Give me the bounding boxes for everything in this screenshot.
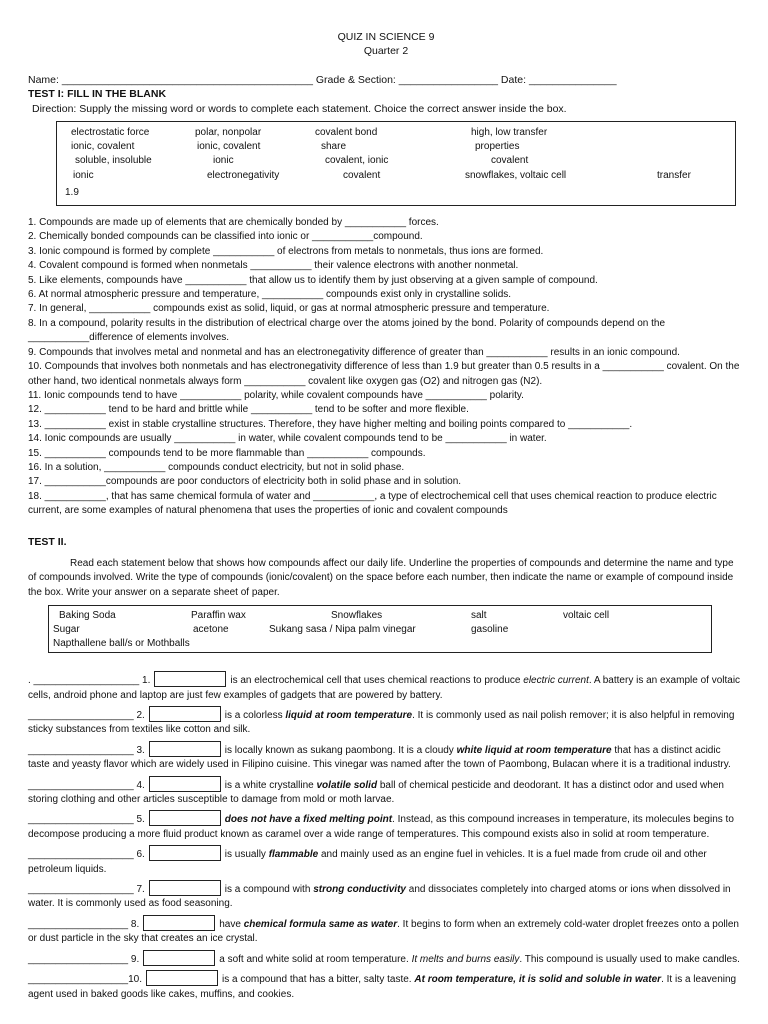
choice: ionic: [213, 155, 234, 167]
test1-item: 1. Compounds are made up of elements that are chemically bonded by ___________ forces.: [28, 217, 439, 229]
test1-item: 6. At normal atmospheric pressure and temperature, ___________ compounds exist only in crystalline solids.: [28, 289, 512, 301]
answer-box[interactable]: [154, 671, 226, 687]
choice: electronegativity: [207, 170, 280, 182]
answer-box[interactable]: [146, 970, 218, 986]
test2-heading: TEST II.: [28, 535, 67, 548]
test1-item: 4. Covalent compound is formed when nonmetals ___________ their valence electrons with another nonmetal.: [28, 260, 519, 272]
choice: covalent: [491, 155, 529, 167]
test1-item: 13. ___________ exist in stable crystalline structures. Therefore, they have higher melting and boiling points compared to ___________.: [28, 418, 633, 430]
answer-box[interactable]: [149, 810, 221, 826]
choice: electrostatic force: [71, 127, 150, 139]
choice: salt: [471, 610, 487, 622]
choice: polar, nonpolar: [195, 127, 262, 139]
quiz-title: QUIZ IN SCIENCE 9: [337, 31, 435, 43]
test2-choice-box: [48, 605, 712, 653]
choice: acetone: [193, 624, 229, 636]
choice: properties: [475, 141, 520, 153]
test2-item: ___________________ 4. is a white crystalline volatile solid ball of chemical pesticide and deodorant. It has a distinct odor and used when storing clothing and other articles susceptible to damage from mold or moth larvae.: [28, 776, 744, 808]
answer-box[interactable]: [143, 950, 215, 966]
choice: covalent: [343, 170, 381, 182]
test1-item: 14. Ionic compounds are usually ___________ in water, while covalent compounds tend to be ___________ in water.: [28, 433, 547, 445]
choice: voltaic cell: [563, 610, 610, 622]
test1-item: 9. Compounds that involves metal and nonmetal and has an electronegativity difference of greater than ___________ results in an ionic compound.: [28, 346, 680, 358]
choice: Snowflakes: [331, 610, 383, 622]
choice: gasoline: [471, 624, 509, 636]
choice: soluble, insoluble: [75, 155, 152, 167]
answer-box[interactable]: [149, 706, 221, 722]
answer-box[interactable]: [149, 741, 221, 757]
quarter-label: Quarter 2: [363, 45, 409, 58]
answer-box[interactable]: [143, 915, 215, 931]
answer-box[interactable]: [149, 845, 221, 861]
test1-items: [28, 216, 744, 519]
test1-item: 16. In a solution, ___________ compounds conduct electricity, but not in solid phase.: [28, 461, 405, 473]
choice: covalent, ionic: [325, 155, 389, 167]
answer-box[interactable]: [149, 880, 221, 896]
test1-choice-box: [56, 121, 736, 206]
test2-instructions: Read each statement below that shows how compounds affect our daily life. Underline the properties of compounds and determine the name and type of compounds involved. Write the type of compounds (ionic/covalent) on the space before each number, then indicate the name or example of compound inside the box. Write your answer on a separate sheet of paper.: [28, 557, 734, 598]
choice: snowflakes, voltaic cell: [465, 170, 567, 182]
test2-item: __________________ 8. have chemical formula same as water. It begins to form when an extremely cold-water droplet freezes onto a pollen or dust particle in the sky that creates an ice crystal.: [28, 915, 744, 947]
test1-item: 12. ___________ tend to be hard and brittle while ___________ tend to be softer and more flexible.: [28, 404, 469, 416]
test2-item: __________________10. is a compound that has a bitter, salty taste. At room temperature, it is solid and soluble in water. It is a leavening agent used in baked goods like cakes, muffins, and cookies.: [28, 970, 744, 1002]
test1-item: 5. Like elements, compounds have ___________ that allow us to identify them by just observing at a given sample of compound.: [28, 274, 598, 286]
choice: Napthallene ball/s or Mothballs: [53, 638, 190, 650]
test1-item: 7. In general, ___________ compounds exist as solid, liquid, or gas at normal atmospheric pressure and temperature.: [28, 303, 550, 315]
choice: Paraffin wax: [191, 610, 246, 622]
test1-item: 18. ___________, that has same chemical formula of water and ___________, a type of electrochemical cell that uses chemical reaction to produce electric current, are some examples of natural phenomena that uses the properties of ionic and covalent compounds: [28, 490, 717, 517]
test2-item: ___________________ 6. is usually flammable and mainly used as an engine fuel in vehicles. It is a fuel made from crude oil and other petroleum liquids.: [28, 845, 744, 877]
choice: high, low transfer: [471, 127, 548, 139]
choice: Sugar: [53, 624, 80, 636]
test1-item: 11. Ionic compounds tend to have ___________ polarity, while covalent compounds have ___________ polarity.: [28, 389, 524, 401]
test1-item: 8. In a compound, polarity results in the distribution of electrical charge over the atoms joined by the bond. Polarity of compounds depend on the ___________difference of elements involves.: [28, 317, 666, 344]
test2-item: ___________________ 5. does not have a fixed melting point. Instead, as this compound increases in temperature, its molecules begins to decompose producing a more fluid product known as caramel over a wide range of temperatures. This compound exists also in solid at room temperature.: [28, 810, 744, 842]
test1-item: 15. ___________ compounds tend to be more flammable than ___________ compounds.: [28, 447, 426, 459]
choice: ionic: [73, 170, 94, 182]
answer-box[interactable]: [149, 776, 221, 792]
test2-item: . ___________________ 1. is an electrochemical cell that uses chemical reactions to produce electric current. A battery is an example of voltaic cells, android phone and laptop are just few examples of gadgets that are powered by battery.: [28, 671, 744, 703]
test2-items: [28, 671, 744, 1002]
test2-item: ___________________ 2. is a colorless liquid at room temperature. It is commonly used as nail polish remover; it is also helpful in removing sticky substances from textiles like cotton and silk.: [28, 706, 744, 738]
choice: share: [321, 141, 347, 153]
test1-item: 17. ___________compounds are poor conductors of electricity both in solid phase and in solution.: [28, 476, 462, 488]
test1-item: 2. Chemically bonded compounds can be classified into ionic or ___________compound.: [28, 231, 423, 243]
test1-item: 10. Compounds that involves both nonmetals and has electronegativity difference of less than 1.9 but greater than 0.5 results in a ___________ covalent. On the other hand, two identical nonmetals always form ___________ covalent like oxygen gas (O2) and nitrogen gas (N2).: [28, 361, 740, 387]
choice: ionic, covalent: [197, 141, 261, 153]
test1-heading: TEST I: FILL IN THE BLANK: [28, 88, 167, 101]
choice: transfer: [657, 170, 691, 182]
test2-item: ___________________ 3. is locally known as sukang paombong. It is a cloudy white liquid at room temperature that has a distinct acidic taste and yeasty flavor which are widely used in Filipino cuisine. This vinegar was named after the town of Paombong, Bulacan where it is a traditional industry.: [28, 741, 744, 773]
name-line: Name: ___________________________________________ Grade & Section: _________________ Date: _______________: [28, 73, 617, 86]
test1-item: 3. Ionic compound is formed by complete ___________ of electrons from metals to nonmetals, thus ions are formed.: [28, 245, 544, 257]
choice: Baking Soda: [59, 610, 116, 622]
test2-item: ___________________ 7. is a compound with strong conductivity and dissociates completely into charged atoms or ions when dissolved in water. It is commonly used as food seasoning.: [28, 880, 744, 912]
choice: 1.9: [65, 187, 79, 199]
test1-direction: Direction: Supply the missing word or words to complete each statement. Choice the correct answer inside the box.: [32, 102, 567, 115]
quiz-page: [28, 24, 744, 1002]
choice: ionic, covalent: [71, 141, 135, 153]
choice: Sukang sasa / Nipa palm vinegar: [269, 624, 416, 636]
test2-item: __________________ 9. a soft and white solid at room temperature. It melts and burns easily. This compound is usually used to make candles.: [28, 950, 744, 967]
choice: covalent bond: [315, 127, 378, 139]
